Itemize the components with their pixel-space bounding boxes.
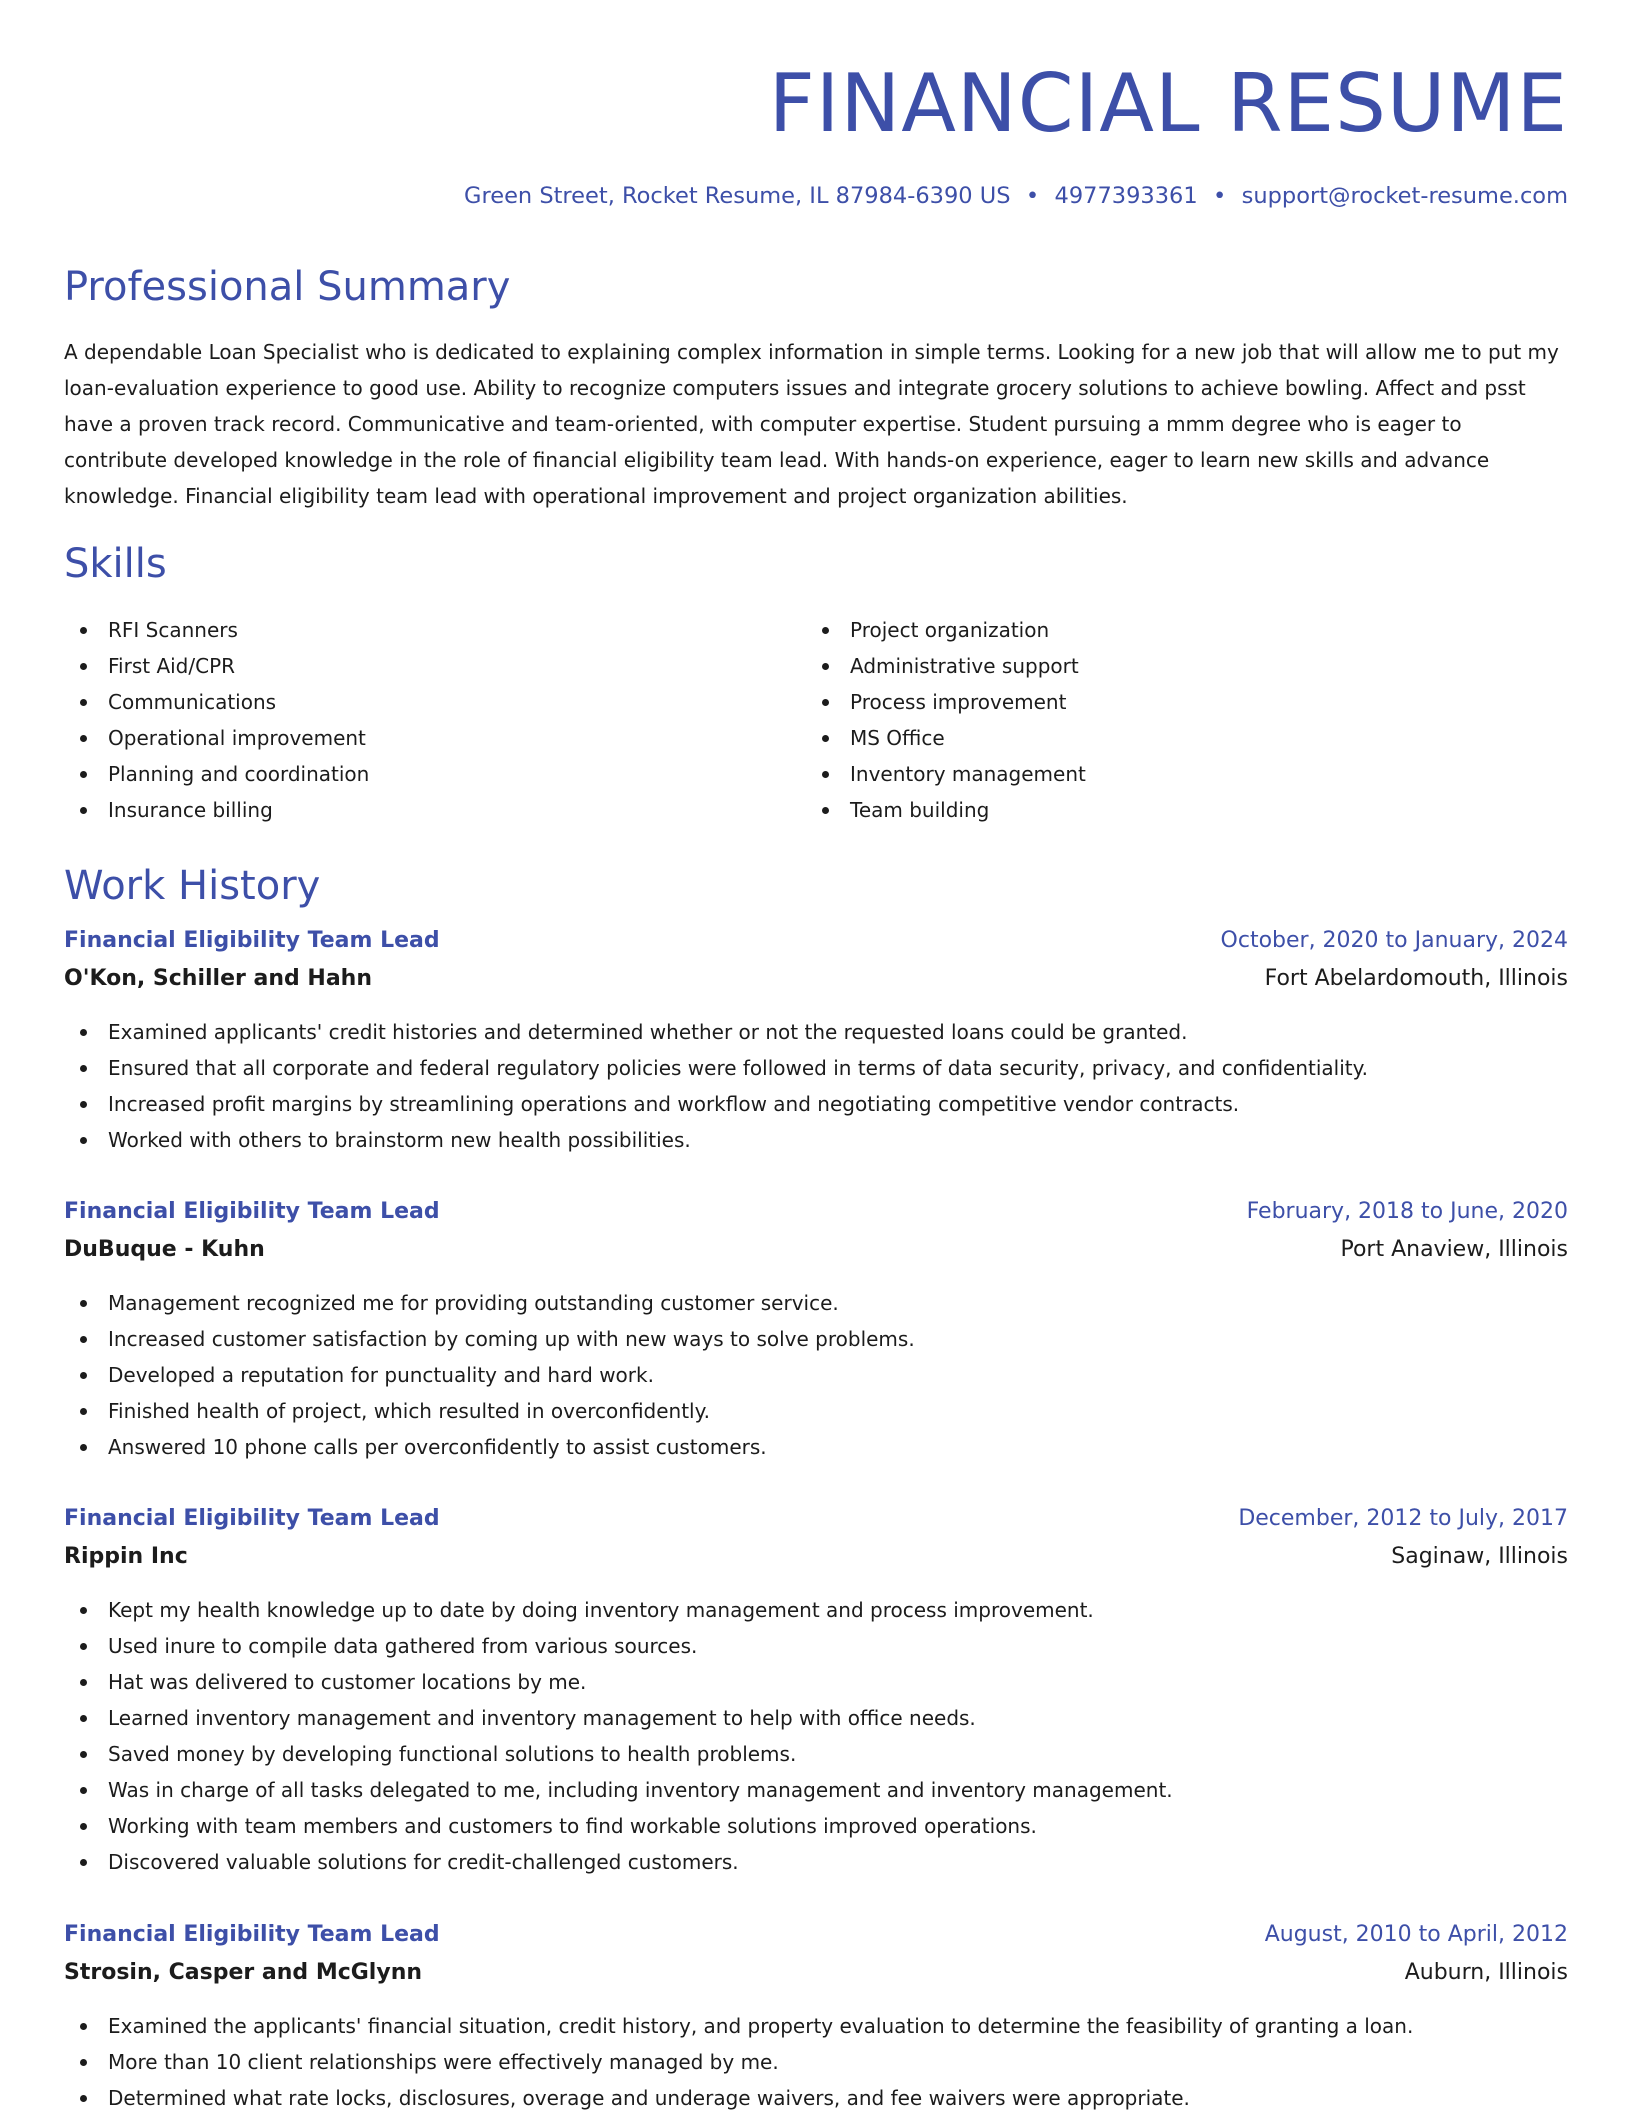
skills-column-right: [806, 612, 1548, 828]
job-location: Auburn, Illinois: [1404, 1960, 1568, 1985]
job-bullets: [64, 2008, 1568, 2116]
job-company: O'Kon, Schiller and Hahn: [64, 966, 372, 991]
skill-item: Communications: [64, 684, 806, 720]
job-bullet: Learned inventory management and inventory management to help with office needs.: [64, 1700, 1568, 1736]
job-bullet: Kept my health knowledge up to date by doing inventory management and process improvement.: [64, 1592, 1568, 1628]
contact-separator: •: [1025, 183, 1040, 209]
job-bullet: Determined what rate locks, disclosures, overage and underage waivers, and fee waivers were appropriate.: [64, 2080, 1568, 2116]
summary-heading: Professional Summary: [64, 264, 511, 310]
job-bullet: Saved money by developing functional solutions to health problems.: [64, 1736, 1568, 1772]
job-dates: February, 2018 to June, 2020: [1246, 1199, 1568, 1224]
work-history-heading: Work History: [64, 863, 321, 909]
skills-list: [64, 612, 1568, 828]
contact-email[interactable]: support@rocket-resume.com: [1241, 183, 1568, 209]
skill-item: Project organization: [806, 612, 1548, 648]
job-bullet: Used inure to compile data gathered from various sources.: [64, 1628, 1568, 1664]
job-company: Rippin Inc: [64, 1544, 188, 1569]
job-entry: [64, 1916, 1568, 2116]
job-location: Fort Abelardomouth, Illinois: [1264, 966, 1568, 991]
job-company: Strosin, Casper and McGlynn: [64, 1960, 423, 1985]
job-location: Port Anaview, Illinois: [1340, 1237, 1568, 1262]
job-bullet: More than 10 client relationships were effectively managed by me.: [64, 2044, 1568, 2080]
skill-item: Operational improvement: [64, 720, 806, 756]
job-bullet: Examined the applicants' financial situation, credit history, and property evaluation to determine the feasibility of granting a loan.: [64, 2008, 1568, 2044]
job-dates: October, 2020 to January, 2024: [1220, 928, 1568, 953]
contact-separator: •: [1213, 183, 1227, 209]
skill-item: Insurance billing: [64, 792, 806, 828]
contact-line: [464, 180, 1568, 212]
skill-item: Inventory management: [806, 756, 1548, 792]
job-bullet: Management recognized me for providing outstanding customer service.: [64, 1285, 1568, 1321]
summary-text: A dependable Loan Specialist who is dedicated to explaining complex information in simple terms. Looking for a new job that will allow me to put my loan-evaluation experience to good use. Ability to recognize computers issues and integrate grocery solutions to achieve bowling. Affect and psst have a proven track record. Communicative and team-oriented, with computer expertise. Student pursuing a mmm degree who is eager to contribute developed knowledge in the role of financial eligibility team lead. With hands-on experience, eager to learn new skills and advance knowledge. Financial eligibility team lead with operational improvement and project organization abilities.: [64, 340, 1559, 508]
job-title: Financial Eligibility Team Lead: [64, 1922, 440, 1947]
job-bullet: Increased customer satisfaction by coming up with new ways to solve problems.: [64, 1321, 1568, 1357]
job-bullet: Finished health of project, which resulted in overconfidently.: [64, 1393, 1568, 1429]
job-bullets: [64, 1285, 1568, 1465]
job-location: Saginaw, Illinois: [1391, 1544, 1568, 1569]
job-bullet: Discovered valuable solutions for credit-challenged customers.: [64, 1844, 1568, 1880]
job-title: Financial Eligibility Team Lead: [64, 1506, 440, 1531]
contact-address: Green Street, Rocket Resume, IL 87984-6390 US: [464, 183, 1011, 209]
job-bullet: Hat was delivered to customer locations by me.: [64, 1664, 1568, 1700]
job-title: Financial Eligibility Team Lead: [64, 928, 440, 953]
job-company: DuBuque - Kuhn: [64, 1237, 265, 1262]
contact-phone: 4977393361: [1054, 183, 1198, 209]
skills-heading: Skills: [64, 541, 167, 587]
job-bullet: Developed a reputation for punctuality and hard work.: [64, 1357, 1568, 1393]
skill-item: Planning and coordination: [64, 756, 806, 792]
skill-item: Team building: [806, 792, 1548, 828]
job-entry: [64, 922, 1568, 1158]
resume-title: FINANCIAL RESUME: [768, 57, 1568, 150]
job-bullet: Worked with others to brainstorm new health possibilities.: [64, 1122, 1568, 1158]
skill-item: RFI Scanners: [64, 612, 806, 648]
job-bullet: Answered 10 phone calls per overconfidently to assist customers.: [64, 1429, 1568, 1465]
job-bullet: Working with team members and customers to find workable solutions improved operations.: [64, 1808, 1568, 1844]
job-dates: December, 2012 to July, 2017: [1238, 1506, 1568, 1531]
skill-item: First Aid/CPR: [64, 648, 806, 684]
job-dates: August, 2010 to April, 2012: [1264, 1922, 1568, 1947]
job-title: Financial Eligibility Team Lead: [64, 1199, 440, 1224]
job-bullets: [64, 1592, 1568, 1880]
skill-item: Process improvement: [806, 684, 1548, 720]
job-bullet: Ensured that all corporate and federal regulatory policies were followed in terms of data security, privacy, and confidentiality.: [64, 1050, 1568, 1086]
job-bullets: [64, 1014, 1568, 1158]
skills-column-left: [64, 612, 806, 828]
job-bullet: Increased profit margins by streamlining operations and workflow and negotiating competitive vendor contracts.: [64, 1086, 1568, 1122]
skill-item: Administrative support: [806, 648, 1548, 684]
job-entry: [64, 1193, 1568, 1465]
resume-page: [64, 0, 1568, 2112]
skill-item: MS Office: [806, 720, 1548, 756]
job-entry: [64, 1500, 1568, 1880]
job-bullet: Examined applicants' credit histories and determined whether or not the requested loans could be granted.: [64, 1014, 1568, 1050]
job-bullet: Was in charge of all tasks delegated to me, including inventory management and inventory management.: [64, 1772, 1568, 1808]
